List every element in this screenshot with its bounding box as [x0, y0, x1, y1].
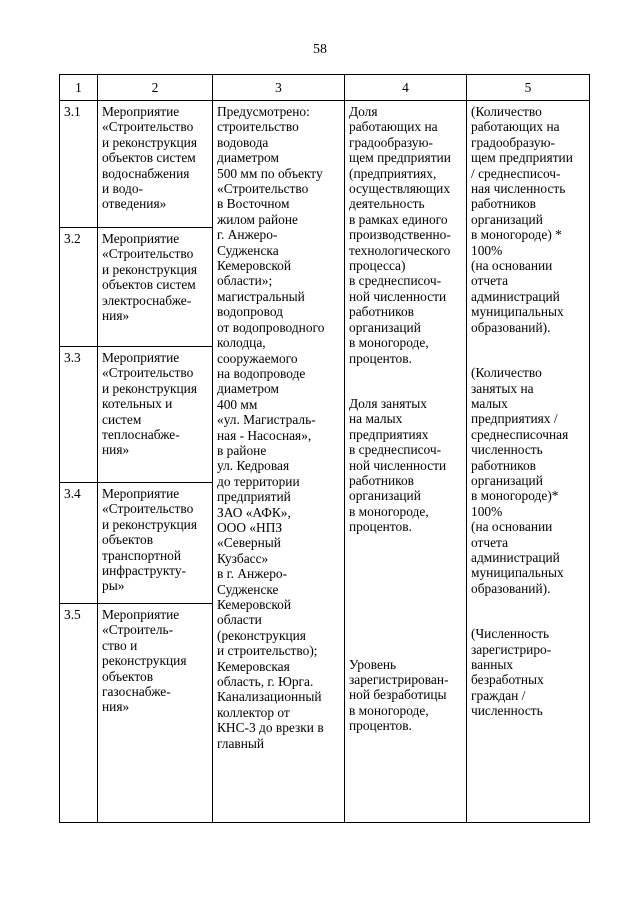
indicator-text: Уровень зарегистрирован- ной безработицы в моногороде, процентов.	[349, 656, 449, 734]
column-header: 4	[345, 75, 467, 101]
method-text: (Количество занятых на малых предприятиях / среднесписочная численность работников организаций в моногороде)* 100% (на основании отчета администраций муниципальных образований).	[471, 365, 569, 596]
row-number: 3.3	[60, 347, 98, 483]
column-header: 3	[213, 75, 345, 101]
table-header-row	[60, 75, 590, 101]
event-name: Мероприятие «Строитель- ство и реконструкция объектов газоснабже- ния»	[98, 604, 213, 823]
indicator-text: Доля занятых на малых предприятиях в среднесписоч- ной численности работников организаций в моногороде, процентов.	[349, 395, 447, 535]
event-name: Мероприятие «Строительство и реконструкция объектов транспортной инфраструкту- ры»	[98, 483, 213, 604]
method-column	[467, 101, 590, 823]
column-header: 5	[467, 75, 590, 101]
row-number: 3.1	[60, 101, 98, 228]
event-name: Мероприятие «Строительство и реконструкция объектов систем водоснабжения и водо- отведения»	[98, 101, 213, 228]
row-number: 3.5	[60, 604, 98, 823]
measures-table	[59, 74, 590, 823]
indicator-text: Доля работающих на градообразую- щем предприятии (предприятиях, осуществляющих деятельность в рамках единого производственно- технологического процесса) в среднесписоч- ной численности работников организаций в моногороде, процентов.	[349, 104, 451, 366]
table-row	[60, 101, 590, 228]
row-number: 3.2	[60, 228, 98, 347]
row-number: 3.4	[60, 483, 98, 604]
method-text: (Численность зарегистриро- ванных безработных граждан / численность	[471, 626, 552, 719]
indicator-column	[345, 101, 467, 823]
event-name: Мероприятие «Строительство и реконструкция котельных и систем теплоснабже- ния»	[98, 347, 213, 483]
page-number: 58	[313, 42, 327, 57]
event-name: Мероприятие «Строительство и реконструкция объектов систем электроснабже- ния»	[98, 228, 213, 347]
provision-text: Предусмотрено: строительство водовода диаметром 500 мм по объекту «Строительство в Восточном жилом районе г. Анжеро- Судженска Кемеровской области»; магистральный водопровод от водопроводного колодца, сооружаемого на водопроводе диаметром 400 мм «ул. Магистраль- ная - Насосная», в районе ул. Кедровая до территории предприятий ЗАО «АФК», ООО «НПЗ «Северный Кузбасс» в г. Анжеро- Судженске Кемеровской области (реконструкция и строительство); Кемеровская область, г. Юрга. Канализационный коллектор от КНС-3 до врезки в главный	[213, 101, 345, 823]
column-header: 1	[60, 75, 98, 101]
column-header: 2	[98, 75, 213, 101]
method-text: (Количество работающих на градообразую- щем предприятии / среднесписоч- ная численность работников организаций в моногороде) * 100% (на основании отчета администраций муниципальных образований).	[471, 104, 573, 335]
